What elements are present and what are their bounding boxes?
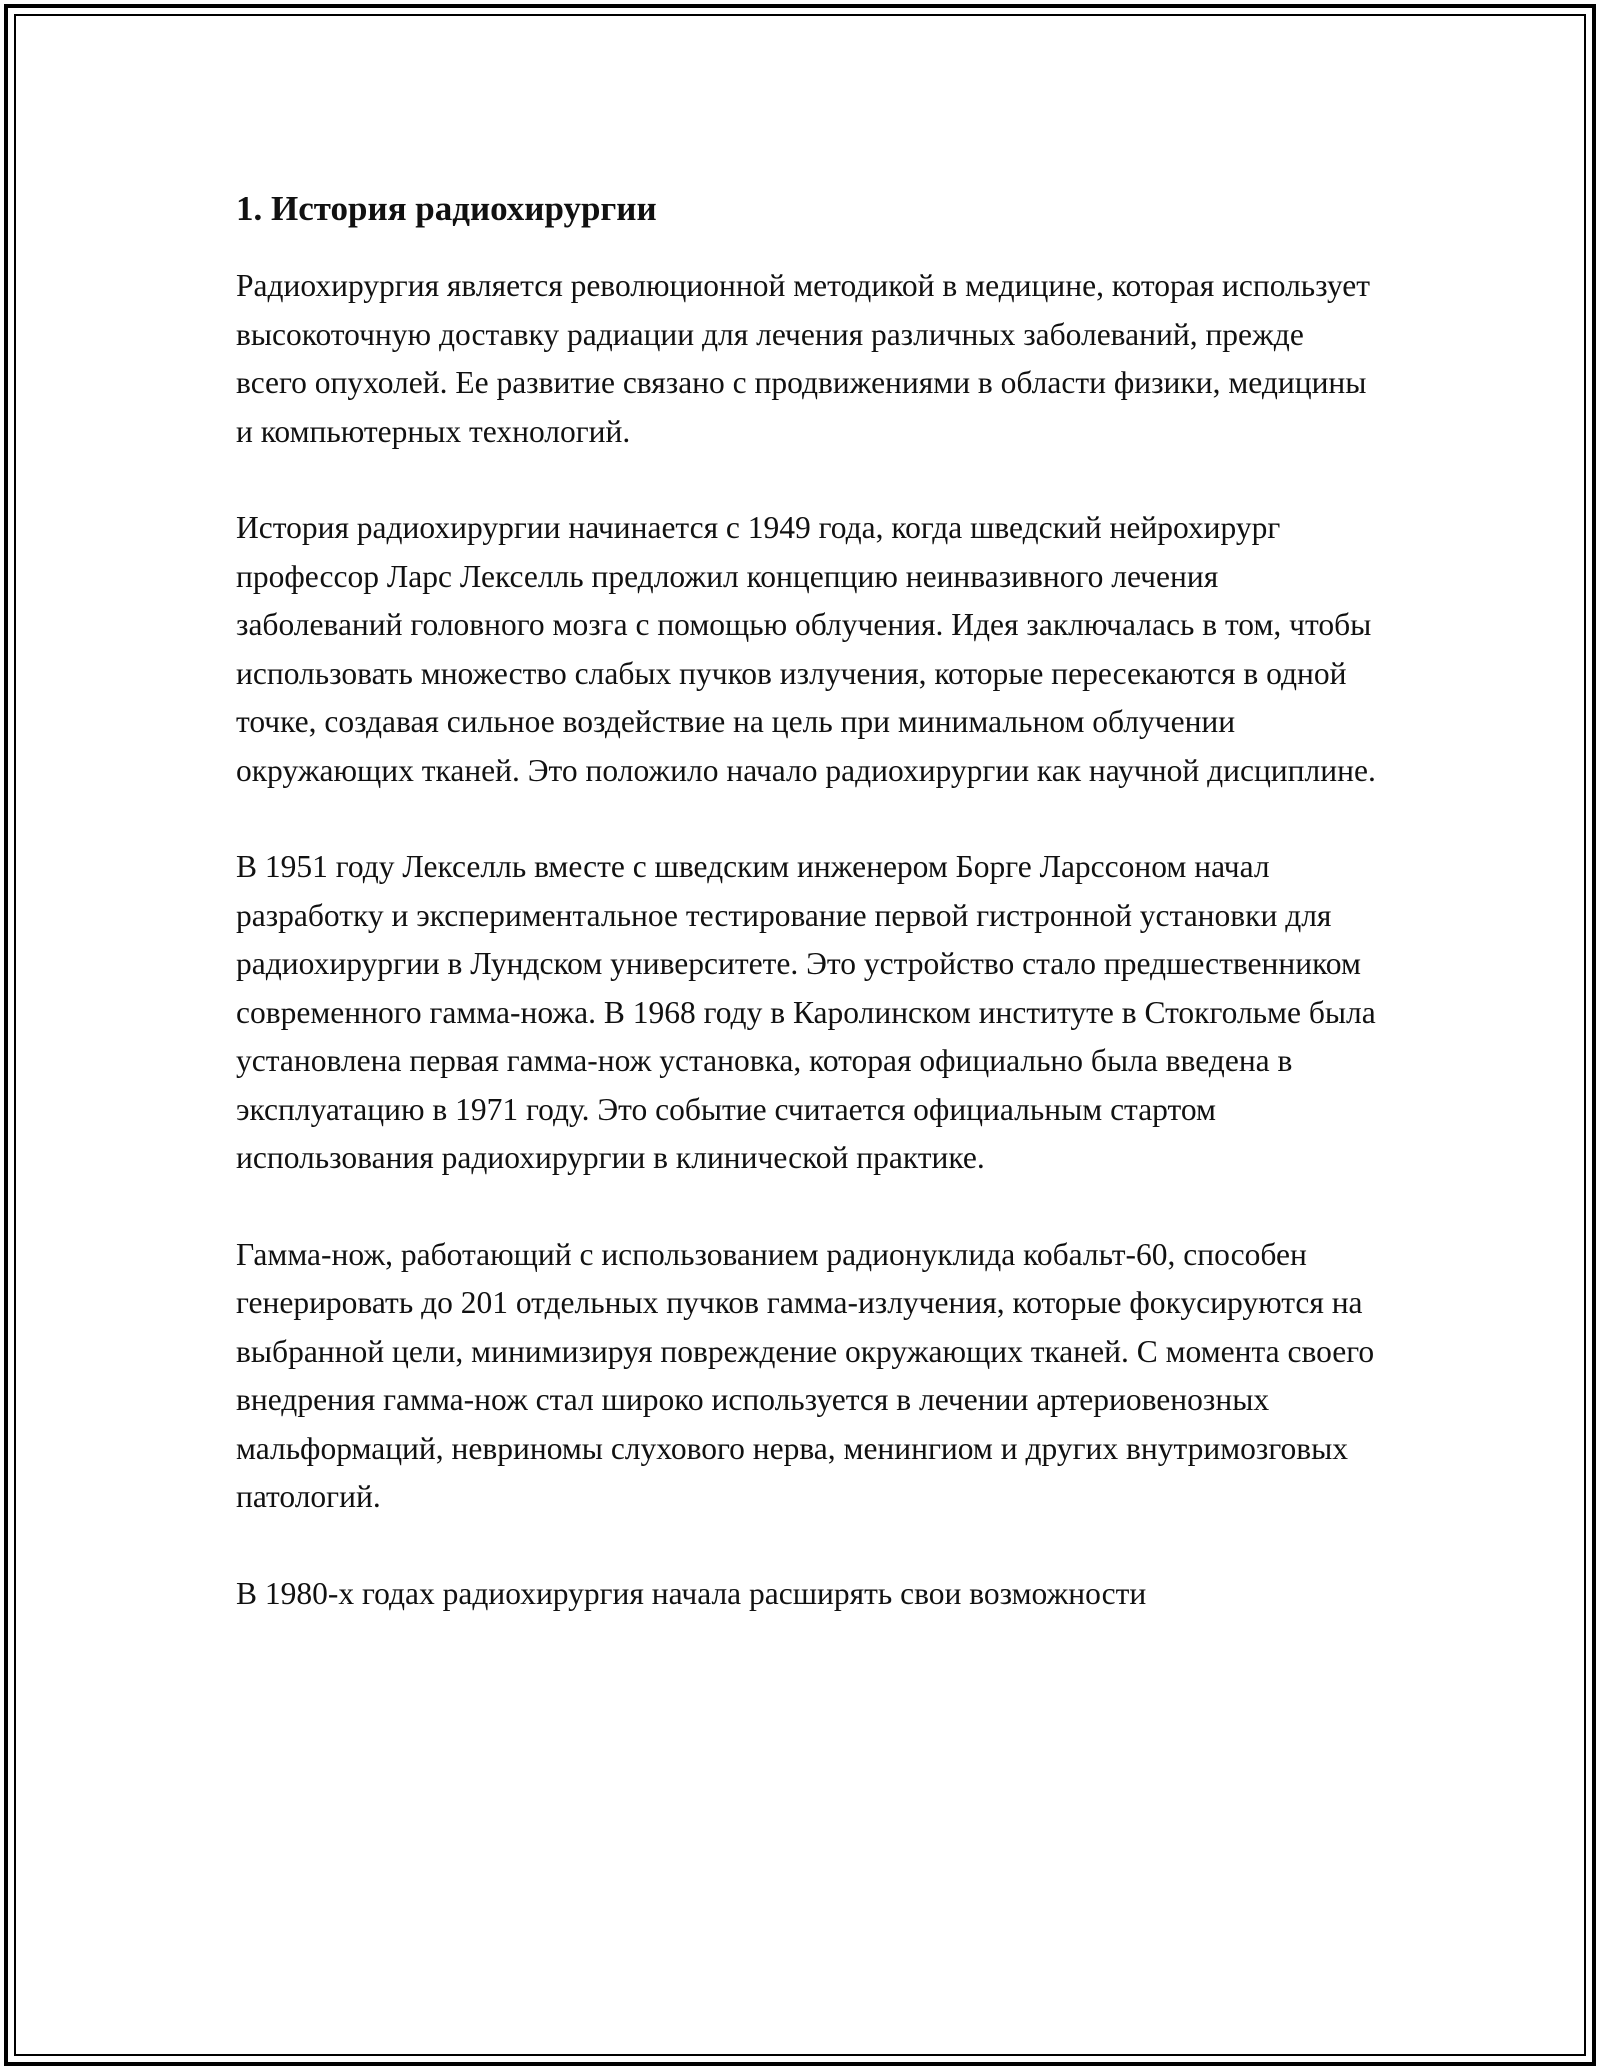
paragraph-history-1951: В 1951 году Лекселль вместе с шведским инженером Борге Ларссоном начал разработку и экспериментальное тестирование первой гистронной установки для радиохирургии в Лундском университете. Это устройство стало предшественником современного гамма-ножа. В 1968 году в Каролинском институте в Стокгольме была установлена первая гамма-нож установка, которая официально была введена в эксплуатацию в 1971 году. Это событие считается официальным стартом использования радиохирургии в клинической практике. [236,849,1376,1175]
paragraph-history-1949: История радиохирургии начинается с 1949 года, когда шведский нейрохирург профессор Ларс Лекселль предложил концепцию неинвазивного лечения заболеваний головного мозга с помощью облучения. Идея заключалась в том, чтобы использовать множество слабых пучков излучения, которые пересекаются в одной точке, создавая сильное воздействие на цель при минимальном облучении окружающих тканей. Это положило начало радиохирургии как научной дисциплине. [236,510,1376,788]
document-body [236,186,1376,1666]
paragraph-intro: Радиохирургия является революционной методикой в медицине, которая использует высокоточную доставку радиации для лечения различных заболеваний, прежде всего опухолей. Ее развитие связано с продвижениями в области физики, медицины и компьютерных технологий. [236,268,1371,449]
section-heading: 1. История радиохирургии [236,189,657,228]
paragraph-gamma-knife: Гамма-нож, работающий с использованием радионуклида кобальт-60, способен генерировать до 201 отдельных пучков гамма-излучения, которые фокусируются на выбранной цели, минимизируя повреждение окружающих тканей. С момента своего внедрения гамма-нож стал широко используется в лечении артериовенозных мальформаций, невриномы слухового нерва, менингиом и других внутримозговых патологий. [236,1236,1375,1514]
paragraph-1980s: В 1980-х годах радиохирургия начала расширять свои возможности [236,1575,1147,1611]
